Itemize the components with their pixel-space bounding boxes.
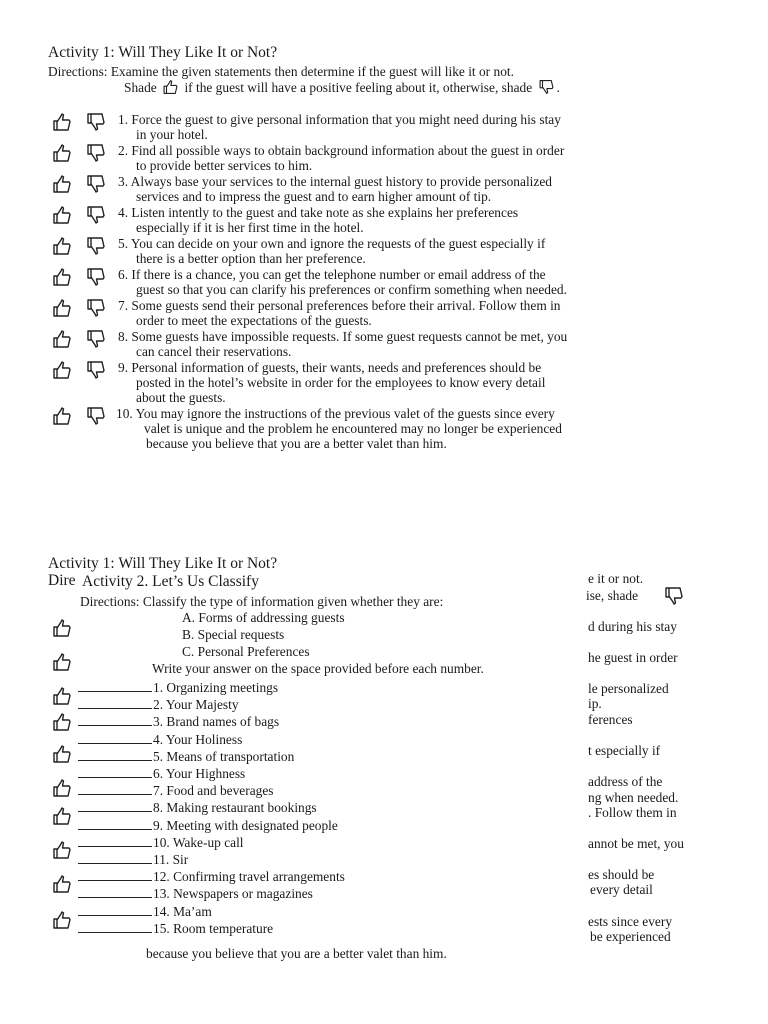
answer-blank[interactable] [78, 765, 152, 778]
answer-blank[interactable] [78, 817, 152, 830]
answer-blank[interactable] [78, 885, 152, 898]
thumbs-up-icon [52, 806, 72, 826]
thumbs-down-icon[interactable] [86, 406, 106, 426]
answer-blank[interactable] [78, 868, 152, 881]
thumbs-up-icon[interactable] [52, 205, 72, 225]
activity1-shade-instruction [124, 79, 560, 95]
activity2-item-label: 9. Meeting with designated people [153, 817, 338, 833]
activity2-option-c: C. Personal Preferences [182, 644, 310, 659]
activity1-item-text: 3. Always base your services to the internal guest history to provide personalized [118, 174, 552, 189]
answer-blank[interactable] [78, 731, 152, 744]
activity2-item-label: 1. Organizing meetings [153, 680, 279, 695]
activity1-item-text: guest so that you can clarify his preferences or confirm something when needed. [136, 282, 567, 297]
thumbs-up-icon[interactable] [52, 298, 72, 318]
overlay-fragment: he guest in order [588, 650, 678, 665]
activity2-item-label: 3. Brand names of bags [153, 714, 280, 730]
activity2-item [78, 713, 279, 729]
thumbs-down-icon[interactable] [86, 174, 106, 194]
activity1-item-text: 5. You can decide on your own and ignore the requests of the guest especially if [118, 236, 546, 251]
thumbs-down-icon[interactable] [86, 267, 106, 287]
activity2-title: Activity 2. Let’s Us Classify [82, 573, 259, 590]
thumbs-up-icon [52, 910, 72, 930]
activity2-item-label: 8. Making restaurant bookings [153, 800, 317, 816]
answer-blank[interactable] [78, 748, 152, 761]
thumbs-up-icon[interactable] [52, 360, 72, 380]
activity2-item [78, 903, 212, 919]
overlay-fragment: annot be met, you [588, 836, 684, 851]
answer-blank[interactable] [78, 920, 152, 933]
activity2-item-label: 5. Means of transportation [153, 748, 295, 764]
overlay-fragment: ests since every [588, 914, 673, 929]
overlay-fragment: ferences [588, 712, 633, 727]
activity1-item-text: 4. Listen intently to the guest and take note as she explains her preferences [118, 205, 519, 220]
activity2-item [78, 696, 239, 712]
activity2-directions: Directions: Classify the type of information given whether they are: [80, 594, 444, 609]
activity2-item-label: 15. Room temperature [153, 920, 274, 936]
thumbs-down-icon[interactable] [86, 298, 106, 318]
activity1-item-text: there is a better option than her preference. [136, 251, 366, 266]
activity1-item-text: posted in the hotel’s website in order for the employees to know every detail [136, 375, 546, 390]
thumbs-down-icon [664, 586, 684, 606]
thumbs-up-icon [52, 712, 72, 732]
shade-prefix: Shade [124, 80, 157, 95]
shade-end: . [556, 80, 560, 95]
activity1-item-text: because you believe that you are a better valet than him. [146, 436, 447, 451]
activity2-option-a: A. Forms of addressing guests [182, 610, 345, 625]
overlay-bottom-line: because you believe that you are a better valet than him. [146, 946, 447, 961]
thumbs-up-icon[interactable] [52, 174, 72, 194]
activity2-item [78, 851, 188, 867]
activity1-item-text: in your hotel. [136, 127, 208, 142]
thumbs-down-icon[interactable] [86, 360, 106, 380]
answer-blank[interactable] [78, 834, 152, 847]
activity1-item-text: 10. You may ignore the instructions of the previous valet of the guests since every [116, 406, 555, 421]
activity1-item-text: 7. Some guests send their personal preferences before their arrival. Follow them in [118, 298, 561, 313]
thumbs-up-icon [52, 652, 72, 672]
activity2-item [78, 834, 244, 850]
answer-blank[interactable] [78, 782, 152, 795]
activity1-title: Activity 1: Will They Like It or Not? [48, 44, 278, 61]
activity2-item-label: 13. Newspapers or magazines [153, 886, 313, 902]
activity1-item-text: 8. Some guests have impossible requests. If some guest requests cannot be met, you [118, 329, 568, 344]
overlay-fragment: ise, shade [586, 588, 639, 603]
thumbs-down-icon[interactable] [86, 112, 106, 132]
answer-blank[interactable] [78, 799, 152, 812]
activity1-item-text: 6. If there is a chance, you can get the telephone number or email address of the [118, 267, 546, 282]
activity1-item-text: valet is unique and the problem he encountered may no longer be experienced [144, 421, 562, 436]
activity2-item [78, 765, 245, 781]
activity1-item-text: 2. Find all possible ways to obtain background information about the guest in order [118, 143, 565, 158]
overlay-fragment: e it or not. [588, 571, 644, 586]
thumbs-up-icon [162, 79, 179, 95]
activity1-item-text: about the guests. [136, 390, 226, 405]
overlay-fragment: address of the [588, 774, 663, 789]
activity2-item [78, 885, 313, 901]
overlay-fragment: le personalized [588, 681, 669, 696]
overlay-fragment: ip. [588, 696, 602, 711]
activity1-item-text: to provide better services to him. [136, 158, 313, 173]
overlay-fragment: every detail [590, 882, 653, 897]
answer-blank[interactable] [78, 903, 152, 916]
activity2-item [78, 868, 345, 884]
shade-middle: if the guest will have a positive feeling about it, otherwise, shade [184, 80, 533, 95]
activity2-item-label: 7. Food and beverages [153, 783, 274, 799]
activity2-item [78, 731, 242, 747]
thumbs-up-icon[interactable] [52, 406, 72, 426]
thumbs-down-icon[interactable] [86, 205, 106, 225]
thumbs-down-icon[interactable] [86, 143, 106, 163]
thumbs-up-icon[interactable] [52, 236, 72, 256]
activity2-item [78, 748, 294, 764]
thumbs-up-icon[interactable] [52, 112, 72, 132]
overlay-dire-fragment: Dire [48, 572, 76, 589]
activity2-item [78, 782, 273, 798]
thumbs-up-icon [52, 874, 72, 894]
activity1-item-text: can cancel their reservations. [136, 344, 292, 359]
thumbs-down-icon[interactable] [86, 329, 106, 349]
activity2-item [78, 679, 278, 695]
thumbs-up-icon[interactable] [52, 267, 72, 287]
overlay-fragment: t especially if [588, 743, 661, 758]
activity2-instruction: Write your answer on the space provided before each number. [152, 661, 484, 676]
activity1-item-text: especially if it is her first time in the hotel. [136, 220, 364, 235]
thumbs-up-icon [52, 618, 72, 638]
activity2-option-b: B. Special requests [182, 627, 285, 642]
activity1-directions: Directions: Examine the given statements then determine if the guest will like it or not. [48, 64, 514, 79]
thumbs-up-icon [52, 686, 72, 706]
thumbs-up-icon[interactable] [52, 329, 72, 349]
overlay-fragment: ng when needed. [588, 790, 679, 805]
activity2-item-label: 10. Wake-up call [153, 834, 244, 850]
activity2-item-label: 11. Sir [153, 852, 189, 867]
answer-blank[interactable] [78, 679, 152, 692]
thumbs-down-icon[interactable] [86, 236, 106, 256]
answer-blank[interactable] [78, 851, 152, 864]
activity2-item-label: 6. Your Highness [153, 766, 246, 781]
answer-blank[interactable] [78, 696, 152, 709]
activity1-item-text: services and to impress the guest and to earn higher amount of tip. [136, 189, 492, 204]
overlay-fragment: es should be [588, 867, 655, 882]
activity2-item [78, 920, 273, 936]
activity2-item-label: 12. Confirming travel arrangements [153, 869, 345, 885]
thumbs-down-icon [538, 79, 555, 95]
thumbs-up-icon [52, 744, 72, 764]
thumbs-up-icon[interactable] [52, 143, 72, 163]
activity2-item-label: 14. Ma’am [153, 903, 212, 919]
activity1-item-text: 9. Personal information of guests, their wants, needs and preferences should be [118, 360, 542, 375]
answer-blank[interactable] [78, 713, 152, 726]
overlay-fragment: be experienced [590, 929, 671, 944]
activity2-item-label: 4. Your Holiness [153, 731, 243, 747]
activity1-item-text: order to meet the expectations of the guests. [136, 313, 372, 328]
overlay-fragment: . Follow them in [588, 805, 677, 820]
activity2-item [78, 817, 338, 833]
activity1-item-text: 1. Force the guest to give personal information that you might need during his stay [118, 112, 561, 127]
activity2-item-label: 2. Your Majesty [153, 697, 239, 713]
activity2-item [78, 799, 317, 815]
overlay-fragment: d during his stay [588, 619, 677, 634]
overlay-title: Activity 1: Will They Like It or Not? [48, 555, 278, 572]
thumbs-up-icon [52, 840, 72, 860]
thumbs-up-icon [52, 778, 72, 798]
